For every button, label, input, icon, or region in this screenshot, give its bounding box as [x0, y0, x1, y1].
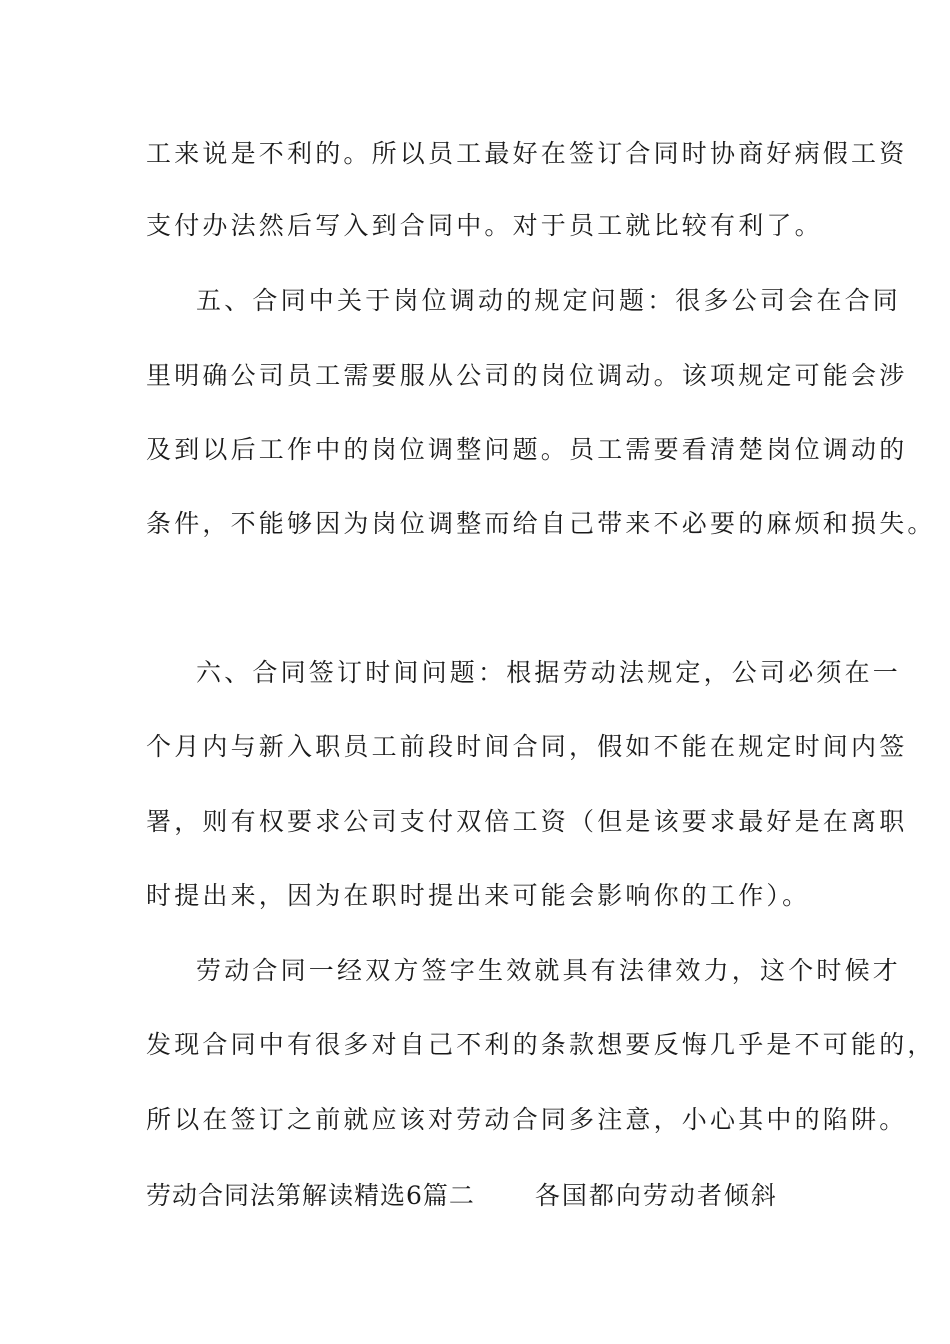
paragraph-1-line-2: 支付办法然后写入到合同中。对于员工就比较有利了。 — [146, 211, 823, 240]
paragraph-4-line-1: 劳动合同一经双方签字生效就具有法律效力，这个时候才 — [196, 956, 902, 985]
section-heading — [146, 1180, 778, 1212]
paragraph-3-line-2: 个月内与新入职员工前段时间合同，假如不能在规定时间内签 — [146, 732, 908, 761]
section-heading-subtitle: 各国都向劳动者倾斜 — [534, 1181, 778, 1210]
paragraph-4-line-2: 发现合同中有很多对自己不利的条款想要反悔几乎是不可能的， — [146, 1030, 936, 1059]
paragraph-2-line-2: 里明确公司员工需要服从公司的岗位调动。该项规定可能会涉 — [146, 361, 908, 390]
paragraph-2-line-3: 及到以后工作中的岗位调整问题。员工需要看清楚岗位调动的 — [146, 435, 908, 464]
paragraph-2-line-1: 五、合同中关于岗位调动的规定问题：很多公司会在合同 — [196, 286, 902, 315]
paragraph-3-line-4: 时提出来，因为在职时提出来可能会影响你的工作）。 — [146, 881, 811, 910]
paragraph-4-line-3: 所以在签订之前就应该对劳动合同多注意，小心其中的陷阱。 — [146, 1105, 908, 1134]
paragraph-3-line-1: 六、合同签订时间问题：根据劳动法规定，公司必须在一 — [196, 658, 902, 687]
paragraph-1-line-1: 工来说是不利的。所以员工最好在签订合同时协商好病假工资 — [146, 139, 908, 168]
section-heading-title: 劳动合同法第解读精选6篇二 — [146, 1181, 475, 1210]
paragraph-2-line-4: 条件，不能够因为岗位调整而给自己带来不必要的麻烦和损失。 — [146, 509, 936, 538]
paragraph-3-line-3: 署，则有权要求公司支付双倍工资（但是该要求最好是在离职 — [146, 807, 908, 836]
